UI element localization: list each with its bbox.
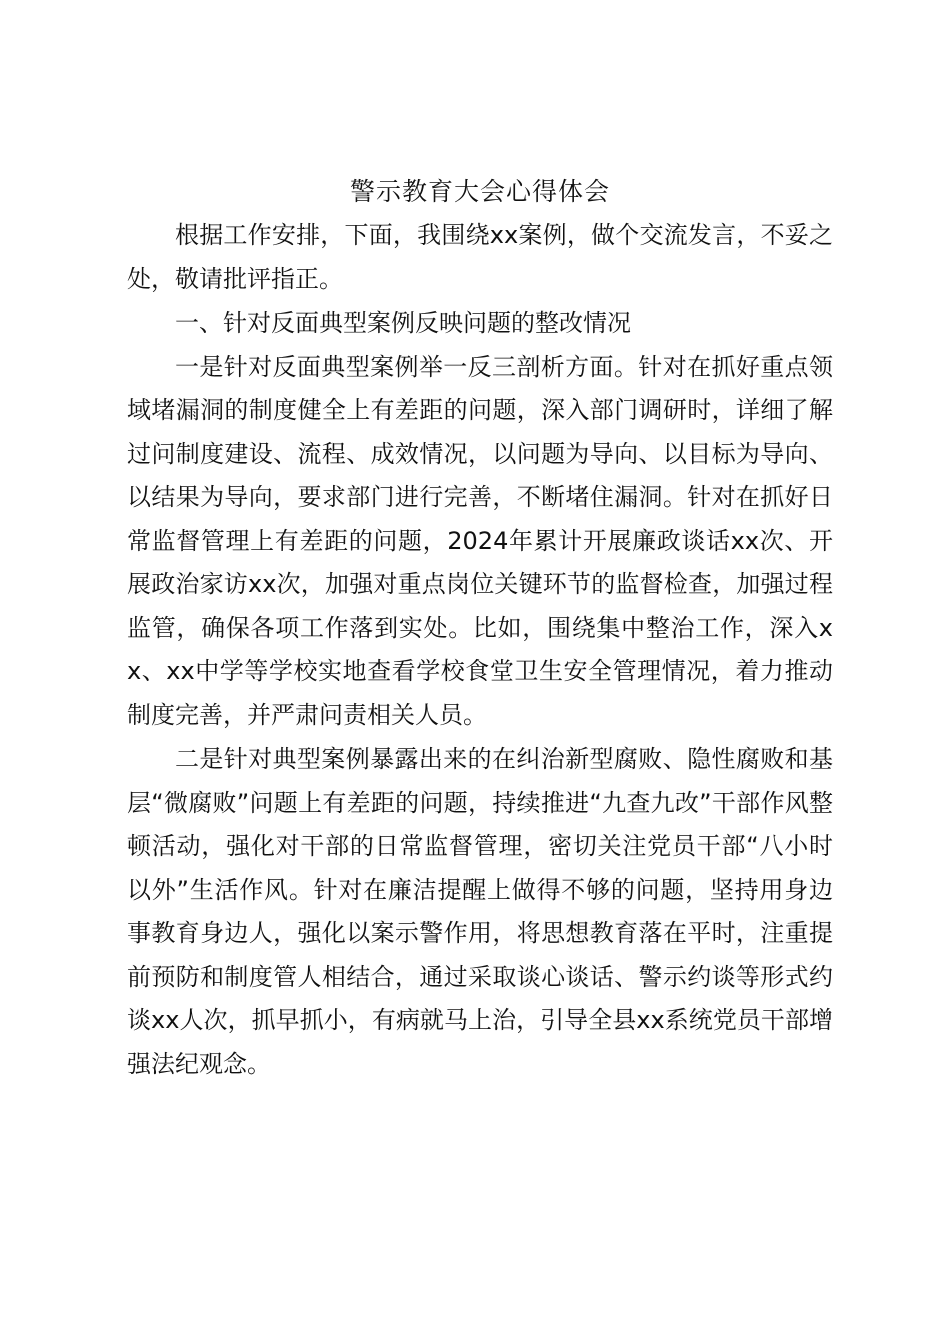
section-heading: 一、针对反面典型案例反映问题的整改情况 <box>175 309 631 337</box>
body-paragraph-1: 一是针对反面典型案例举一反三剖析方面。针对在抓好重点领域堵漏洞的制度健全上有差距的问题，深入部门调研时，详细了解过问制度建设、流程、成效情况，以问题为导向、以目标为导向、以结果为导向，要求部门进行完善，不断堵住漏洞。针对在抓好日常监督管理上有差距的问题，2024年累计开展廉政谈话xx次、开展政治家访xx次，加强对重点岗位关键环节的监督检查，加强过程监管，确保各项工作落到实处。比如，围绕集中整治工作，深入xx、xx中学等学校实地查看学校食堂卫生安全管理情况，着力推动制度完善，并严肃问责相关人员。 <box>127 352 833 729</box>
document-page <box>127 170 833 1086</box>
body-paragraph-2: 二是针对典型案例暴露出来的在纠治新型腐败、隐性腐败和基层“微腐败”问题上有差距的问题，持续推进“九查九改”干部作风整顿活动，强化对干部的日常监督管理，密切关注党员干部“八小时以外”生活作风。针对在廉洁提醒上做得不够的问题，坚持用身边事教育身边人，强化以案示警作用，将思想教育落在平时，注重提前预防和制度管人相结合，通过采取谈心谈话、警示约谈等形式约谈xx人次，抓早抓小，有病就马上治，引导全县xx系统党员干部增强法纪观念。 <box>127 745 833 1078</box>
document-title: 警示教育大会心得体会 <box>349 177 610 206</box>
intro-paragraph: 根据工作安排，下面，我围绕xx案例，做个交流发言，不妥之处，敬请批评指正。 <box>127 221 833 293</box>
